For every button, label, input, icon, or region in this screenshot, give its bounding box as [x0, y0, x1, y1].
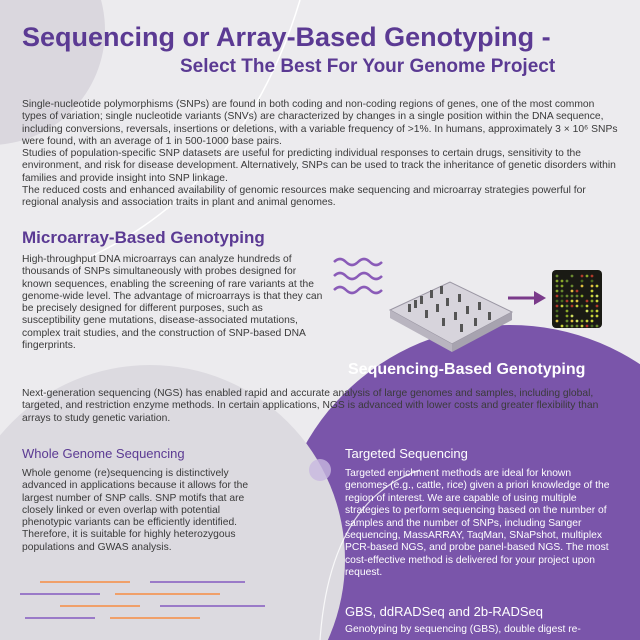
sequencing-heading: Sequencing-Based Genotyping [348, 361, 586, 378]
microarray-body: High-throughput DNA microarrays can analyze hundreds of thousands of SNPs simultaneously with probes designed for known sequences, enabling the screening of rare variants at the genome-wide level. The advantage of microarrays is that they can be precisely designed for different purposes, such as susceptibility gene mutations, disease-associated mutations, complex trait studies, and the construction of SNP-based DNA fingerprints. [22, 254, 323, 352]
dna-wave-icon [334, 259, 382, 293]
gbs-section [345, 624, 610, 636]
page-subtitle: Select The Best For Your Genome Project [180, 56, 556, 77]
microarray-heading: Microarray-Based Genotyping [22, 228, 265, 247]
targeted-section [345, 468, 610, 580]
wgs-body: Whole genome (re)sequencing is distinctively advanced in applications because it allows for the largest number of SNP calls. SNP motifs that are closely linked or even overlap with potential phenotypic variants can be efficiently identified. Therefore, it is suitable for highly heterozygous populations and GWAS analysis. [22, 468, 249, 553]
arc-dot [309, 459, 331, 481]
microarray-section [22, 254, 324, 352]
microarray-scan-image [552, 270, 602, 328]
sequencing-body: Next-generation sequencing (NGS) has enabled rapid and accurate analysis of large genomes and samples, including global, targeted, and restriction enzyme methods. In certain applications, NGS is advanced with lower costs and greater flexibility than arrays to study genetic variation. [22, 388, 599, 424]
page-title: Sequencing or Array-Based Genotyping - [22, 22, 551, 52]
gbs-body: Genotyping by sequencing (GBS), double digest re- [345, 624, 581, 635]
targeted-body: Targeted enrichment methods are ideal for known genomes (e.g., cattle, rice) given a priori knowledge of the region of interest. We are capable of using multiple strategies to perform sequencing based on the number of samples and the number of SNPs, including Sanger sequencing, MassARRAY, TaqMan, SNaPshot, multiplex PCR-based NGS, and probe panel-based NGS. The most cost-effective method is delivered for your project upon request. [345, 468, 610, 579]
intro-paragraph-2: Studies of population-specific SNP datasets are useful for predicting individual responses to certain drugs, sensitivity to the environment, and risk for disease development. Alternatively, SNPs can be used to track the inheritance of genetic disorders within families and provide insight into SNP linkage. [22, 148, 616, 184]
wgs-heading: Whole Genome Sequencing [22, 446, 185, 461]
targeted-heading: Targeted Sequencing [345, 446, 468, 461]
gbs-heading: GBS, ddRADSeq and 2b-RADSeq [345, 604, 543, 619]
arrow-icon [508, 291, 546, 305]
intro-paragraph-3: The reduced costs and enhanced availability of genomic resources make sequencing and microarray strategies powerful for regional analysis and association traits in plant and animal genomes. [22, 185, 586, 209]
intro-section [22, 99, 620, 210]
intro-paragraph-1: Single-nucleotide polymorphisms (SNPs) are found in both coding and non-coding regions of genes, one of the most common types of variation; single nucleotide variants (SNVs) are characterized by changes in a single position within the DNA sequence, including conversions, reversals, insertions or deletions, with a variable frequency of >1%. In humans, approximately 3 × 10⁶ SNPs were found, with an average of 1 in 500-1000 base pairs. [22, 99, 618, 147]
sequencing-section [22, 388, 620, 425]
wgs-section [22, 468, 272, 554]
